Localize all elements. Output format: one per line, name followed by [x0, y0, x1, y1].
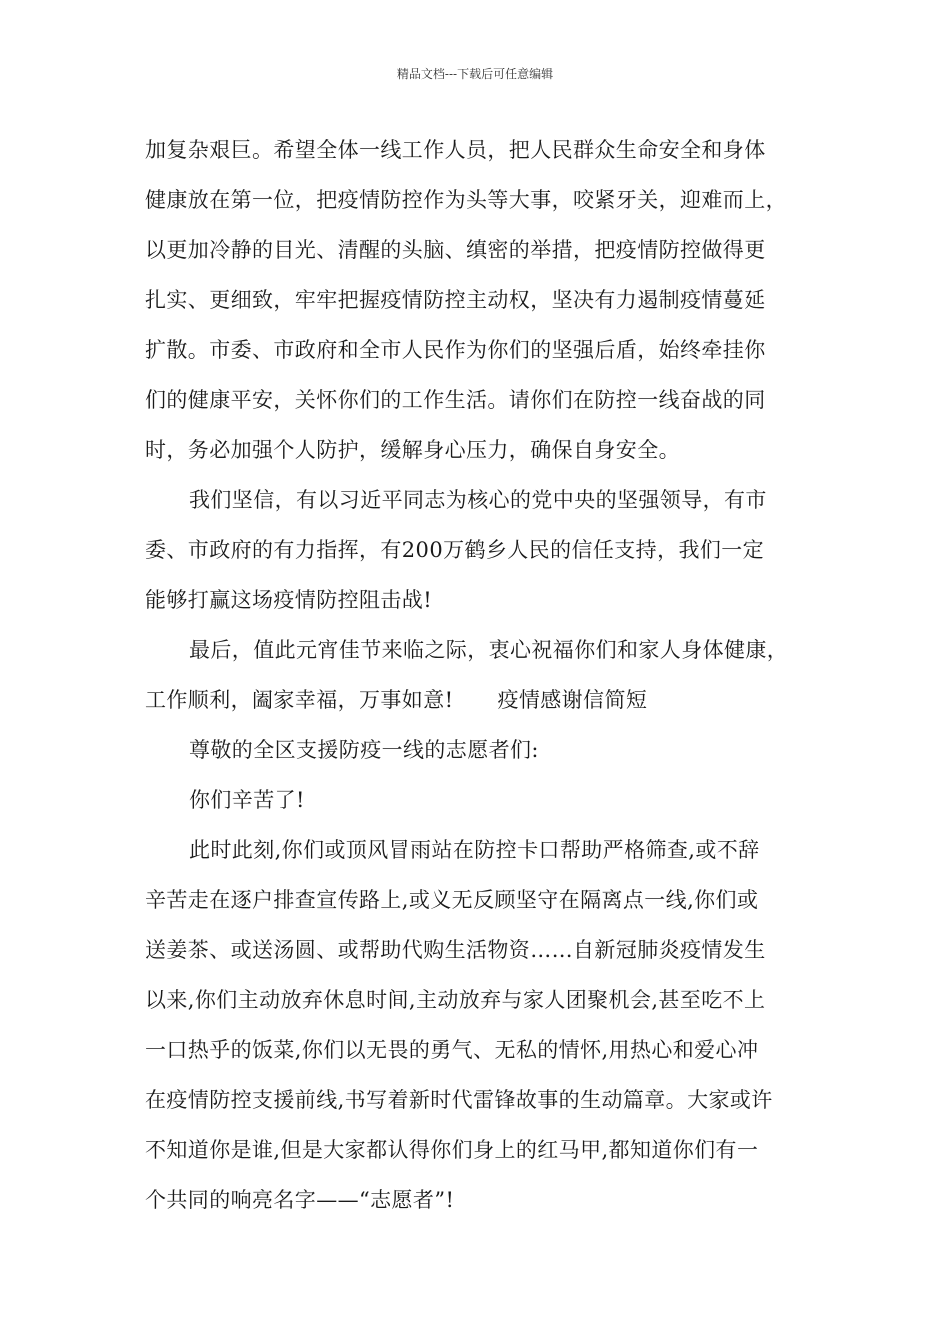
section-title: 疫情感谢信简短	[497, 688, 648, 712]
text-line: 扩散。市委、市政府和全市人民作为你们的坚强后盾，始终牵挂你	[145, 338, 766, 362]
paragraph-start: 最后，值此元宵佳节来临之际，衷心祝福你们和家人身体健康，	[189, 638, 789, 662]
paragraph-start: 此时此刻,你们或顶风冒雨站在防控卡口帮助严格筛查,或不辞	[189, 838, 760, 862]
greeting: 你们辛苦了!	[189, 788, 305, 812]
text-line: 以来,你们主动放弃休息时间,主动放弃与家人团聚机会,甚至吃不上	[145, 988, 766, 1012]
text-line: 在疫情防控支援前线,书写着新时代雷锋故事的生动篇章。大家或许	[145, 1088, 773, 1112]
text-line: 一口热乎的饭菜,你们以无畏的勇气、无私的情怀,用热心和爱心冲	[145, 1038, 759, 1062]
text-line: 不知道你是谁,但是大家都认得你们身上的红马甲,都知道你们有一	[145, 1138, 759, 1162]
text-line: 们的健康平安，关怀你们的工作生活。请你们在防控一线奋战的同	[145, 388, 766, 412]
text-line: 个共同的响亮名字——“志愿者”!	[145, 1188, 455, 1212]
paragraph-start: 我们坚信，有以习近平同志为核心的党中央的坚强领导，有市	[189, 488, 767, 512]
text-line: 时，务必加强个人防护，缓解身心压力，确保自身安全。	[145, 438, 680, 462]
text-line: 委、市政府的有力指挥，有200万鹤乡人民的信任支持，我们一定	[145, 538, 765, 562]
text-line: 辛苦走在逐户排查宣传路上,或义无反顾坚守在隔离点一线,你们或	[145, 888, 759, 912]
salutation: 尊敬的全区支援防疫一线的志愿者们:	[189, 738, 539, 762]
page-header: 精品文档---下载后可任意编辑	[396, 67, 554, 81]
text-line: 能够打赢这场疫情防控阻击战!	[145, 588, 433, 612]
text-line: 以更加冷静的目光、清醒的头脑、缜密的举措，把疫情防控做得更	[145, 238, 766, 262]
text-line: 加复杂艰巨。希望全体一线工作人员，把人民群众生命安全和身体	[145, 138, 766, 162]
text-line: 健康放在第一位，把疫情防控作为头等大事，咬紧牙关，迎难而上，	[145, 188, 787, 212]
closing-wishes: 工作顺利，阖家幸福，万事如意!	[145, 688, 454, 712]
text-line	[145, 686, 647, 714]
text-line: 扎实、更细致，牢牢把握疫情防控主动权，坚决有力遏制疫情蔓延	[145, 288, 766, 312]
text-line: 送姜茶、或送汤圆、或帮助代购生活物资……自新冠肺炎疫情发生	[145, 938, 766, 962]
